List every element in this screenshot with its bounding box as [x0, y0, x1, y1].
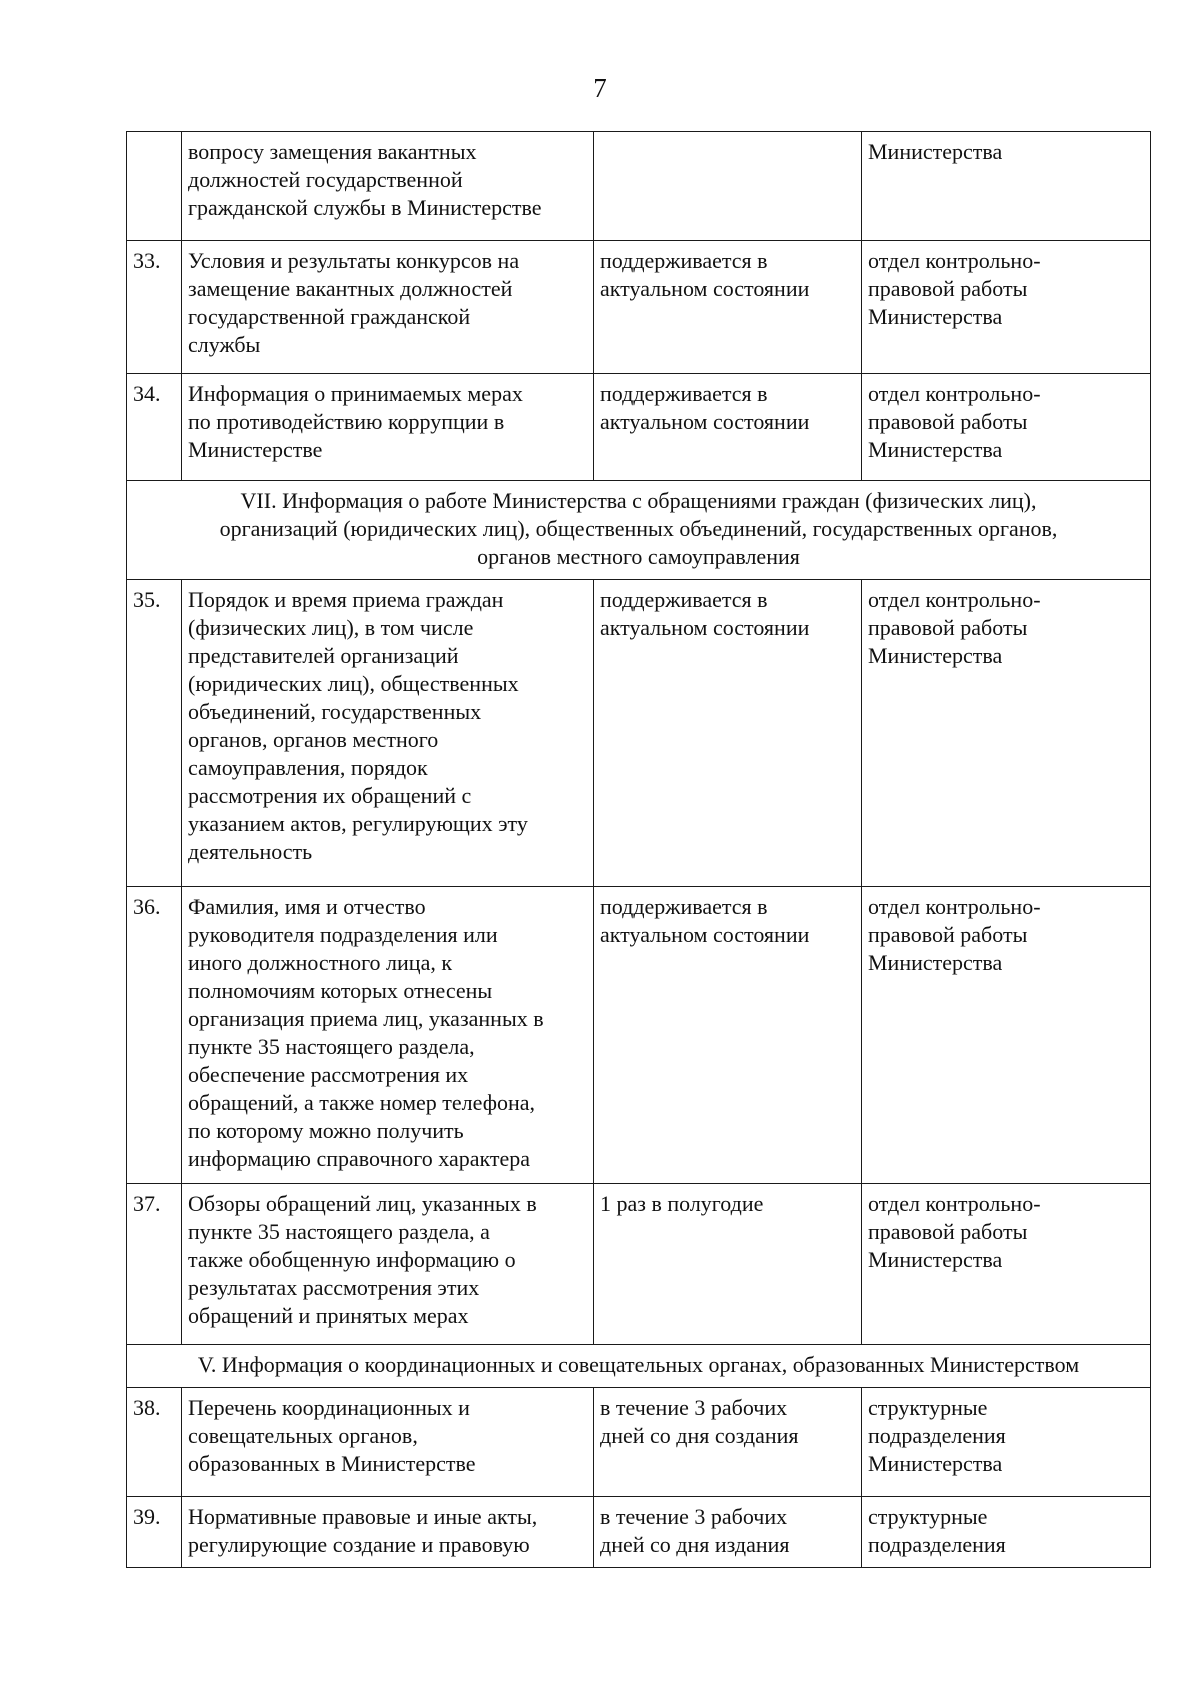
text-line: правовой работы [868, 276, 1028, 301]
period-cell [594, 132, 862, 241]
info-cell [182, 1184, 594, 1345]
responsible-cell [862, 132, 1151, 241]
row-number-cell: 34. [127, 374, 182, 481]
row-number-cell [127, 132, 182, 241]
text-line: Министерства [868, 304, 1003, 329]
text-line: гражданской службы в Министерстве [188, 195, 542, 220]
text-line: в течение 3 рабочих [600, 1504, 788, 1529]
text-line: VII. Информация о работе Министерства с обращениями граждан (физических лиц), [240, 488, 1037, 513]
table-row [127, 1388, 1151, 1497]
text-line: Министерства [868, 139, 1003, 164]
text-line: 1 раз в полугодие [600, 1191, 764, 1216]
text-line: актуальном состоянии [600, 276, 810, 301]
period-cell [594, 1388, 862, 1497]
text-line: органов, органов местного [188, 727, 439, 752]
text-line: результатах рассмотрения этих [188, 1275, 480, 1300]
table-row [127, 887, 1151, 1184]
text-line: вопросу замещения вакантных [188, 139, 477, 164]
text-line: Министерства [868, 950, 1003, 975]
text-line: информацию справочного характера [188, 1146, 531, 1171]
text-line: Информация о принимаемых мерах [188, 381, 523, 406]
text-line: дней со дня издания [600, 1532, 790, 1557]
info-cell [182, 241, 594, 374]
text-line: Министерства [868, 1451, 1003, 1476]
text-line: пункте 35 настоящего раздела, а [188, 1219, 490, 1244]
section-heading-row [127, 1345, 1151, 1388]
text-line: регулирующие создание и правовую [188, 1532, 530, 1557]
text-line: организация приема лиц, указанных в [188, 1006, 544, 1031]
table-row [127, 1497, 1151, 1568]
section-heading [127, 481, 1151, 580]
text-line: отдел контрольно- [868, 894, 1041, 919]
text-line: правовой работы [868, 922, 1028, 947]
text-line: Фамилия, имя и отчество [188, 894, 426, 919]
text-line: рассмотрения их обращений с [188, 783, 472, 808]
responsible-cell [862, 580, 1151, 887]
info-cell [182, 132, 594, 241]
page-number: 7 [593, 73, 607, 103]
text-line: актуальном состоянии [600, 409, 810, 434]
text-line: (физических лиц), в том числе [188, 615, 474, 640]
text-line: деятельность [188, 839, 313, 864]
text-line: отдел контрольно- [868, 248, 1041, 273]
text-line: подразделения [868, 1532, 1006, 1557]
responsible-cell [862, 1388, 1151, 1497]
text-line: в течение 3 рабочих [600, 1395, 788, 1420]
text-line: Министерства [868, 437, 1003, 462]
text-line: службы [188, 332, 261, 357]
text-line: V. Информация о координационных и совещательных органах, образованных Министерством [197, 1352, 1080, 1377]
table-row [127, 241, 1151, 374]
period-cell [594, 1184, 862, 1345]
text-line: замещение вакантных должностей [188, 276, 513, 301]
information-table [126, 131, 1151, 1568]
period-cell [594, 887, 862, 1184]
table-row [127, 132, 1151, 241]
text-line: Нормативные правовые и иные акты, [188, 1504, 538, 1529]
responsible-cell [862, 1184, 1151, 1345]
text-line: самоуправления, порядок [188, 755, 428, 780]
text-line: отдел контрольно- [868, 1191, 1041, 1216]
row-number-cell: 37. [127, 1184, 182, 1345]
text-line: иного должностного лица, к [188, 950, 453, 975]
text-line: структурные [868, 1395, 988, 1420]
period-cell [594, 580, 862, 887]
responsible-cell [862, 241, 1151, 374]
info-cell [182, 1497, 594, 1568]
section-heading [127, 1345, 1151, 1388]
text-line: указанием актов, регулирующих эту [188, 811, 528, 836]
text-line: по которому можно получить [188, 1118, 464, 1143]
text-line: Министерстве [188, 437, 323, 462]
text-line: совещательных органов, [188, 1423, 418, 1448]
period-cell [594, 374, 862, 481]
text-line: государственной гражданской [188, 304, 471, 329]
text-line: дней со дня создания [600, 1423, 799, 1448]
text-line: структурные [868, 1504, 988, 1529]
text-line: отдел контрольно- [868, 381, 1041, 406]
text-line: (юридических лиц), общественных [188, 671, 519, 696]
info-cell [182, 374, 594, 481]
text-line: актуальном состоянии [600, 615, 810, 640]
text-line: Порядок и время приема граждан [188, 587, 504, 612]
text-line: представителей организаций [188, 643, 459, 668]
text-line: руководителя подразделения или [188, 922, 498, 947]
period-cell [594, 1497, 862, 1568]
text-line: подразделения [868, 1423, 1006, 1448]
text-line: также обобщенную информацию о [188, 1247, 516, 1272]
text-line: образованных в Министерстве [188, 1451, 476, 1476]
text-line: Обзоры обращений лиц, указанных в [188, 1191, 537, 1216]
text-line: Перечень координационных и [188, 1395, 470, 1420]
text-line: Министерства [868, 643, 1003, 668]
text-line: Условия и результаты конкурсов на [188, 248, 520, 273]
table-row [127, 1184, 1151, 1345]
row-number-cell: 39. [127, 1497, 182, 1568]
text-line: объединений, государственных [188, 699, 482, 724]
text-line: правовой работы [868, 1219, 1028, 1244]
section-heading-row [127, 481, 1151, 580]
text-line: органов местного самоуправления [477, 544, 800, 569]
info-cell [182, 1388, 594, 1497]
text-line: правовой работы [868, 615, 1028, 640]
text-line: поддерживается в [600, 587, 768, 612]
text-line: обращений и принятых мерах [188, 1303, 469, 1328]
text-line: правовой работы [868, 409, 1028, 434]
row-number-cell: 33. [127, 241, 182, 374]
text-line: по противодействию коррупции в [188, 409, 505, 434]
text-line: должностей государственной [188, 167, 463, 192]
responsible-cell [862, 1497, 1151, 1568]
table-row [127, 580, 1151, 887]
text-line: актуальном состоянии [600, 922, 810, 947]
text-line: обеспечение рассмотрения их [188, 1062, 469, 1087]
row-number-cell: 36. [127, 887, 182, 1184]
text-line: обращений, а также номер телефона, [188, 1090, 535, 1115]
row-number-cell: 35. [127, 580, 182, 887]
responsible-cell [862, 374, 1151, 481]
text-line: Министерства [868, 1247, 1003, 1272]
text-line: отдел контрольно- [868, 587, 1041, 612]
responsible-cell [862, 887, 1151, 1184]
text-line: пункте 35 настоящего раздела, [188, 1034, 475, 1059]
row-number-cell: 38. [127, 1388, 182, 1497]
table-row [127, 374, 1151, 481]
period-cell [594, 241, 862, 374]
text-line: поддерживается в [600, 248, 768, 273]
info-cell [182, 887, 594, 1184]
info-cell [182, 580, 594, 887]
text-line: поддерживается в [600, 894, 768, 919]
text-line: полномочиям которых отнесены [188, 978, 493, 1003]
text-line: поддерживается в [600, 381, 768, 406]
text-line: организаций (юридических лиц), общественных объединений, государственных органов, [219, 516, 1058, 541]
